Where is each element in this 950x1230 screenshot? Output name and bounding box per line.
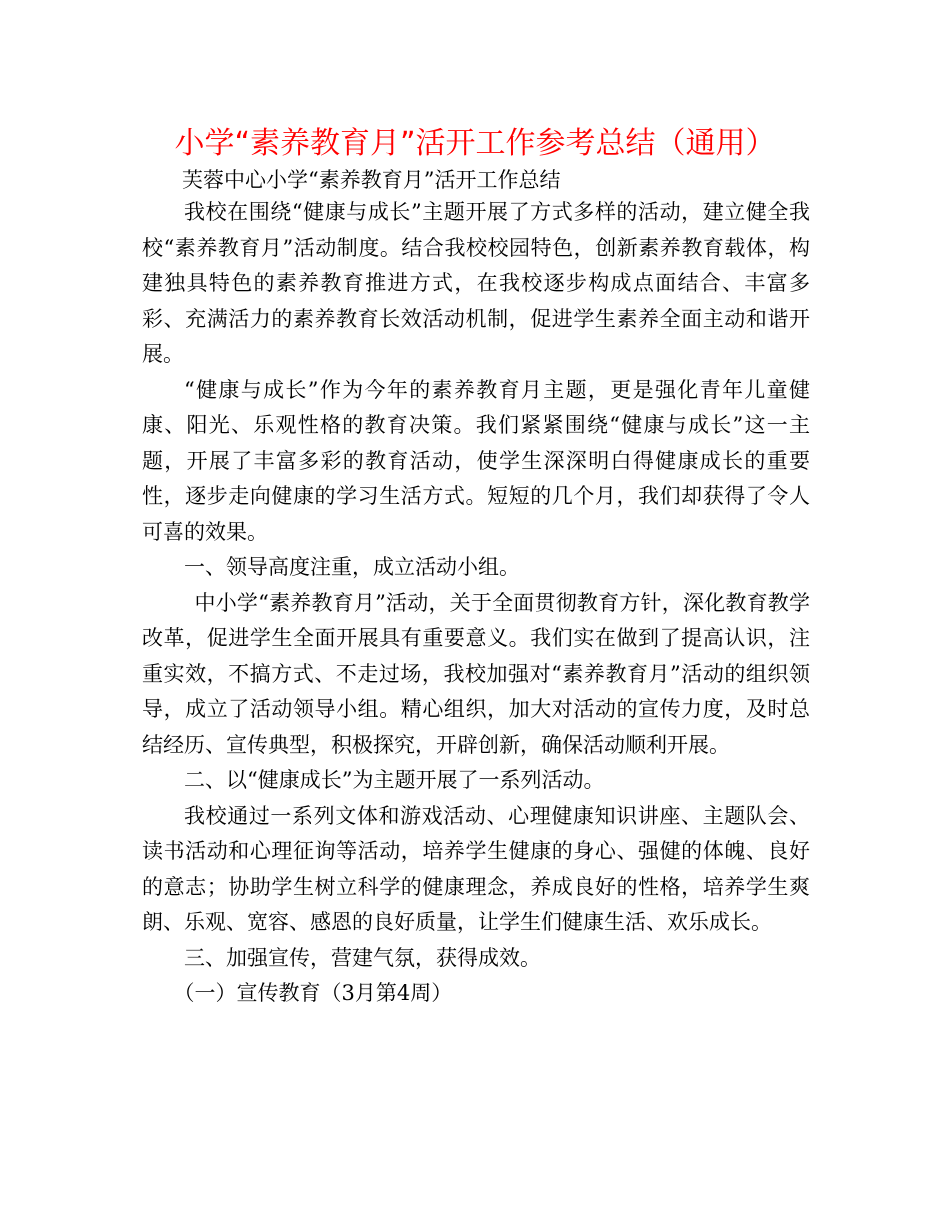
section-heading-2: 二、以“健康成长”为主题开展了一系列活动。 bbox=[184, 768, 605, 792]
subsection-heading-1: （一）宣传教育（3月第4周） bbox=[173, 981, 453, 1005]
section-heading-3: 三、加强宣传，营建气氛，获得成效。 bbox=[184, 945, 541, 970]
document-subtitle: 芙蓉中心小学“素养教育月”活开工作总结 bbox=[182, 168, 561, 192]
document-body bbox=[142, 165, 810, 1012]
paragraph-activities: 我校通过一系列文体和游戏活动、心理健康知识讲座、主题队会、读书活动和心理征询等活动，培养学生健康的身心、强健的体魄、良好的意志；协助学生树立科学的健康理念，养成良好的性格，培养学生爽朗、乐观、宽容、感恩的良好质量，让学生们健康生活、欢乐成长。 bbox=[142, 803, 810, 934]
section-heading-1: 一、领导高度注重，成立活动小组。 bbox=[184, 555, 520, 579]
paragraph-intro: 我校在围绕“健康与成长”主题开展了方式多样的活动，建立健全我校“素养教育月”活动制度。结合我校校园特色，创新素养教育载体，构建独具特色的素养教育推进方式，在我校逐步构成点面结合、丰富多彩、充满活力的素养教育长效活动机制，促进学生素养全面主动和谐开展。 bbox=[142, 200, 810, 366]
paragraph-leadership: 中小学“素养教育月”活动，关于全面贯彻教育方针，深化教育教学改革，促进学生全面开展具有重要意义。我们实在做到了提高认识，注重实效，不搞方式、不走过场，我校加强对“素养教育月”活动的组织领导，成立了活动领导小组。精心组织，加大对活动的宣传力度，及时总结经历、宣传典型，积极探究，开辟创新，确保活动顺利开展。 bbox=[142, 590, 810, 757]
document-title: 小学“素养教育月”活开工作参考总结（通用） bbox=[174, 126, 776, 161]
paragraph-theme: “健康与成长”作为今年的素养教育月主题，更是强化青年儿童健康、阳光、乐观性格的教育决策。我们紧紧围绕“健康与成长”这一主题，开展了丰富多彩的教育活动，使学生深深明白得健康成长的重要性，逐步走向健康的学习生活方式。短短的几个月，我们却获得了令人可喜的效果。 bbox=[142, 377, 810, 544]
